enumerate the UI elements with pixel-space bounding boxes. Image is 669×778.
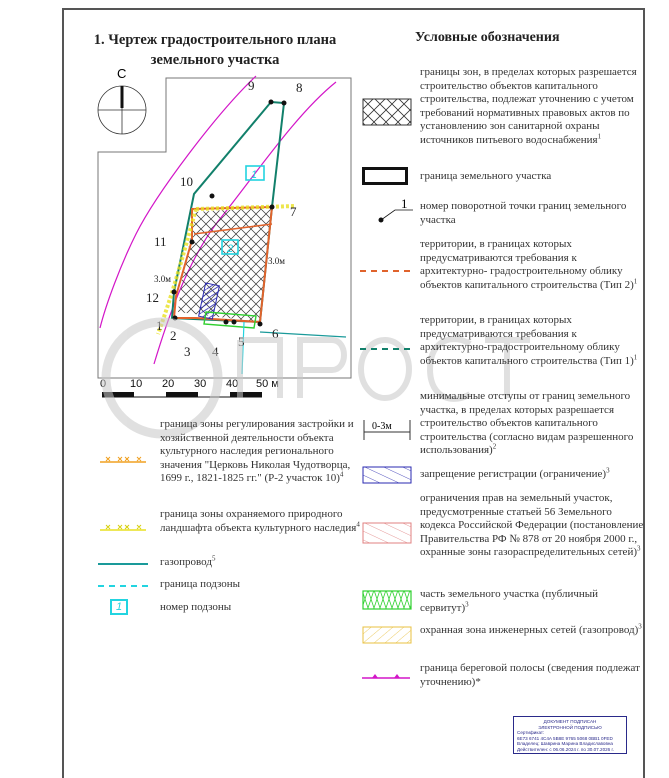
point-label-4: 4 bbox=[212, 344, 219, 359]
legend-symbol-crosshatch bbox=[362, 98, 412, 131]
legend-item-servitude: часть земельного участка (публичный сервитут)$^3$ bbox=[420, 588, 599, 614]
scale-tick: 40 bbox=[226, 378, 239, 390]
point-label-8: 8 bbox=[296, 80, 303, 95]
point-label-7: 7 bbox=[290, 204, 297, 219]
legend-symbol-gas-pipeline bbox=[98, 563, 148, 565]
point-label-11: 11 bbox=[154, 234, 167, 249]
legend-symbol-heritage-zone bbox=[98, 452, 148, 470]
signature-stamp bbox=[513, 716, 627, 754]
legend-symbol-setback bbox=[362, 418, 414, 447]
legend-symbol-gas-zone bbox=[362, 626, 412, 649]
compass-icon bbox=[98, 66, 146, 134]
point-label-3: 3 bbox=[184, 344, 191, 359]
scale-tick: 30 bbox=[194, 378, 207, 390]
legend-item-landscape-zone: граница зоны охраняемого природного ландшафта объекта культурного наследия$^4$ bbox=[160, 508, 360, 534]
legend-item-registration-ban: запрещение регистрации (ограничение)$^3$ bbox=[420, 466, 610, 480]
scale-tick: 0 bbox=[100, 378, 107, 390]
point-label-6: 6 bbox=[272, 326, 279, 341]
stamp-line: ЭЛЕКТРОННОЙ ПОДПИСЬЮ bbox=[538, 724, 602, 730]
legend-symbol-landscape-zone bbox=[98, 520, 148, 538]
legend-item-building-zone: границы зон, в пределах которых разрешается строительство объектов капитального строительства, подлежат уточнению с учетом требований нормативных правовых актов по установлению зон санитарной охраны источников питьевого водоснабжения$^1$ bbox=[420, 66, 637, 146]
legend-symbol-plot-border bbox=[362, 167, 408, 185]
setback-label: 3.0м bbox=[268, 256, 285, 266]
scale-tick: 10 bbox=[130, 378, 143, 390]
point-label-10: 10 bbox=[180, 174, 193, 189]
legend-symbol-registration-ban bbox=[362, 466, 412, 489]
legend-symbol-servitude bbox=[362, 590, 412, 615]
point-label-5: 5 bbox=[238, 334, 245, 349]
legend-item-shore-line: граница береговой полосы (сведения подлежат уточнению)* bbox=[420, 662, 640, 688]
stamp-line: Действителен: с 06.06.2024 г. по 30.07.2026 г. bbox=[517, 746, 614, 752]
scale-bar bbox=[102, 392, 262, 397]
point-label-1: 1 bbox=[156, 318, 163, 333]
stamp-line: 6E73 6741 4C4A 5B8E 9765 5068 0BB1 0FED bbox=[517, 735, 613, 741]
legend-title: Условные обозначения bbox=[415, 30, 560, 45]
title-line-2: земельного участка bbox=[150, 52, 280, 68]
plot-map bbox=[96, 66, 358, 404]
legend-symbol-type1 bbox=[360, 348, 410, 350]
legend-symbol-rights-restriction bbox=[362, 522, 412, 549]
legend-symbol-turning-point bbox=[375, 196, 415, 233]
legend-item-plot-border: граница земельного участка bbox=[420, 170, 552, 182]
setback-sample: 0-3м bbox=[372, 421, 392, 432]
legend-symbol-type2 bbox=[360, 270, 410, 272]
legend-item-subzone-border: граница подзоны bbox=[160, 578, 241, 590]
drawing-title bbox=[70, 30, 360, 70]
legend-item-type2: территории, в границах которых предусматриваются требования к архитектурно- градостроительному облику объектов капитального строительства (Тип 2)$^1$ bbox=[420, 238, 638, 291]
stamp-line: ДОКУМЕНТ ПОДПИСАН bbox=[543, 719, 597, 724]
legend-symbol-shore-line bbox=[360, 668, 412, 686]
turning-point-sample: 1 bbox=[401, 196, 408, 211]
legend-item-heritage-zone: граница зоны регулирования застройки и хозяйственной деятельности объекта культурного наследия регионального значения "Церковь Николая Чудотворца, 1699 г., 1821-1825 гг." (Р-2 участок 10)$^4$ bbox=[160, 418, 354, 485]
legend-item-setback: минимальные отступы от границ земельного участка, в пределах которых разрешается строительство объектов капитального строительства (согласно видам разрешенного использования)$^2$ bbox=[420, 390, 634, 457]
subzone-number: 2 bbox=[227, 243, 234, 255]
stamp-line: Сертификат: bbox=[517, 730, 545, 736]
scale-tick: 20 bbox=[162, 378, 175, 390]
point-label-12: 12 bbox=[146, 290, 159, 305]
setback-label: 3.0м bbox=[154, 274, 171, 284]
subzone-number: 1 bbox=[251, 169, 258, 181]
point-label-9: 9 bbox=[248, 78, 255, 93]
legend-symbol-subzone-border bbox=[98, 585, 148, 587]
legend-item-subzone-number: номер подзоны bbox=[160, 601, 232, 613]
point-label-2: 2 bbox=[170, 328, 177, 343]
scale-tick: 50 м bbox=[256, 378, 279, 390]
legend-item-gas-pipeline: газопровод$^5$ bbox=[160, 554, 216, 568]
stamp-line: Владелец: Шаврина Марина Владиславовна bbox=[517, 741, 613, 747]
legend-item-type1: территории, в границах которых предусматриваются требования к архитектурно-градостроительному облику объектов капитального строительства (Тип 1)$^1$ bbox=[420, 314, 638, 367]
title-line-1: 1. Чертеж градостроительного плана bbox=[93, 32, 337, 48]
legend-item-gas-zone: охранная зона инженерных сетей (газопровод)$^3$ bbox=[420, 622, 642, 636]
legend-symbol-subzone-number: 1 bbox=[110, 599, 128, 615]
legend-item-turning-point: номер поворотной точки границ земельного участка bbox=[420, 200, 627, 226]
legend-item-rights-restriction: ограничения прав на земельный участок, предусмотренные статьей 56 Земельного кодекса Российской Федерации (постановление Правительства РФ № 878 от 20 ноября 2000 г., охранные зоны газораспределительных сетей)$^3$ bbox=[420, 492, 644, 559]
compass-north-label: С bbox=[117, 66, 127, 81]
